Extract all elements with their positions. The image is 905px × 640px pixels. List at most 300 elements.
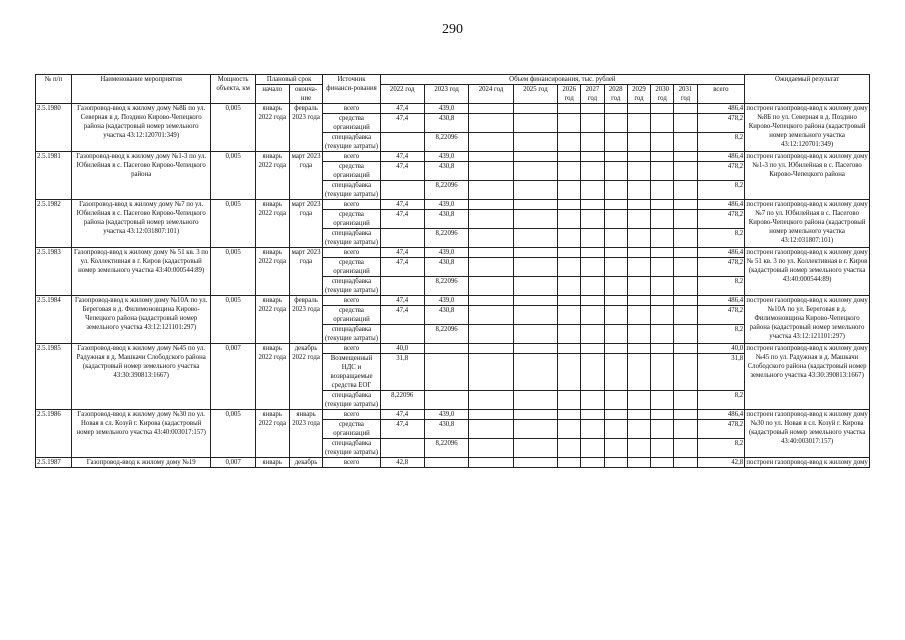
funding-source: всего bbox=[323, 344, 380, 354]
funding-value bbox=[674, 152, 697, 162]
term-start: январь 2022 года bbox=[255, 248, 289, 296]
funding-value bbox=[469, 229, 513, 248]
funding-source: средства организаций bbox=[323, 258, 380, 277]
funding-total: 8,2 bbox=[697, 181, 745, 200]
header-num: № п/п bbox=[36, 75, 72, 104]
funding-value bbox=[604, 458, 627, 468]
funding-value: 439,0 bbox=[424, 152, 468, 162]
row-number: 2.5.1987 bbox=[36, 458, 72, 468]
term-end: февраль 2023 года bbox=[289, 104, 323, 152]
term-start: январь 2022 года bbox=[255, 296, 289, 344]
funding-value bbox=[469, 344, 513, 354]
table-row bbox=[36, 410, 870, 420]
funding-value bbox=[651, 114, 674, 133]
funding-value bbox=[581, 277, 604, 296]
funding-value: 430,8 bbox=[424, 210, 468, 229]
funding-value bbox=[469, 410, 513, 420]
funding-value bbox=[627, 354, 650, 391]
funding-value bbox=[558, 306, 581, 325]
funding-value bbox=[651, 133, 674, 152]
row-number: 2.5.1983 bbox=[36, 248, 72, 296]
funding-value bbox=[651, 420, 674, 439]
funding-value bbox=[380, 181, 424, 200]
funding-total: 486,4 bbox=[697, 104, 745, 114]
funding-value bbox=[558, 296, 581, 306]
measure-name: Газопровод-ввод к жилому дому №10А по ул. Береговая в д. Филимоновщина Кирово-Чепецкого района (кадастровый номер земельного участка 43:12:121101:297) bbox=[71, 296, 211, 344]
funding-value bbox=[581, 152, 604, 162]
funding-value: 47,4 bbox=[380, 210, 424, 229]
header-year: 2031 год bbox=[674, 85, 697, 104]
expected-result: построен газопровод-ввод к жилому дому №8Б по ул. Северная в д. Поздино Кирово-Чепецкого района (кадастровый номер земельного участка 43:12:120701:349) bbox=[745, 104, 870, 152]
funding-value bbox=[651, 200, 674, 210]
expected-result: построен газопровод-ввод к жилому дому №45 по ул. Радужная в д. Машкачи Слободского района (кадастровый номер земельного участка 43:30:390813:1667) bbox=[745, 344, 870, 410]
funding-source: всего bbox=[323, 458, 380, 468]
funding-total: 8,2 bbox=[697, 325, 745, 344]
funding-value bbox=[674, 114, 697, 133]
funding-value bbox=[558, 325, 581, 344]
measure-name: Газопровод-ввод к жилому дому №7 по ул. Юбилейная в с. Пасегово Кирово-Чепецкого района (кадастровый номер земельного участка 43:12:031807:101) bbox=[71, 200, 211, 248]
object-power: 0,007 bbox=[211, 458, 255, 468]
funding-value bbox=[674, 410, 697, 420]
funding-value bbox=[581, 325, 604, 344]
funding-value bbox=[424, 344, 468, 354]
funding-value bbox=[513, 162, 557, 181]
funding-value bbox=[469, 420, 513, 439]
funding-value bbox=[604, 439, 627, 458]
funding-source: средства организаций bbox=[323, 210, 380, 229]
funding-source: всего bbox=[323, 152, 380, 162]
expected-result: построен газопровод-ввод к жилому дому № 51 кв. 3 по ул. Коллективная в г. Киров (кадастровый номер земельного участка 43:40:000544:89) bbox=[745, 248, 870, 296]
header-result: Ожидаемый результат bbox=[745, 75, 870, 104]
funding-total: 478,2 bbox=[697, 114, 745, 133]
funding-value bbox=[424, 391, 468, 410]
expected-result: построен газопровод-ввод к жилому дому №10А по ул. Береговая в д. Филимоновщина Кирово-Чепецкого района (кадастровый номер земельного участка 43:12:121101:297) bbox=[745, 296, 870, 344]
funding-source: всего bbox=[323, 296, 380, 306]
table-row bbox=[36, 104, 870, 114]
funding-value bbox=[604, 181, 627, 200]
table-row bbox=[36, 200, 870, 210]
table-row bbox=[36, 296, 870, 306]
funding-value bbox=[627, 181, 650, 200]
funding-value bbox=[651, 258, 674, 277]
funding-value bbox=[604, 258, 627, 277]
header-year: 2029 год bbox=[627, 85, 650, 104]
term-start: январь 2022 года bbox=[255, 152, 289, 200]
funding-value bbox=[581, 229, 604, 248]
funding-source: спецнадбавка (текущие затраты) bbox=[324, 278, 379, 294]
funding-total: 42,8 bbox=[697, 458, 745, 468]
funding-value bbox=[627, 114, 650, 133]
funding-value bbox=[581, 344, 604, 354]
funding-value bbox=[424, 354, 468, 391]
funding-total: 8,2 bbox=[697, 133, 745, 152]
funding-value bbox=[513, 410, 557, 420]
funding-value bbox=[469, 354, 513, 391]
funding-value bbox=[651, 181, 674, 200]
funding-value: 47,4 bbox=[380, 248, 424, 258]
funding-value: 40,0 bbox=[380, 344, 424, 354]
funding-value bbox=[469, 277, 513, 296]
funding-value bbox=[513, 114, 557, 133]
funding-value bbox=[558, 439, 581, 458]
funding-value bbox=[651, 410, 674, 420]
funding-value bbox=[651, 344, 674, 354]
funding-value bbox=[604, 296, 627, 306]
funding-value bbox=[469, 439, 513, 458]
funding-total: 40,0 bbox=[697, 344, 745, 354]
funding-value bbox=[627, 344, 650, 354]
funding-value bbox=[651, 306, 674, 325]
funding-value bbox=[604, 420, 627, 439]
funding-value: 47,4 bbox=[380, 410, 424, 420]
funding-value bbox=[674, 439, 697, 458]
funding-source: спецнадбавка (текущие затраты) bbox=[324, 182, 379, 198]
funding-value bbox=[674, 200, 697, 210]
row-number: 2.5.1984 bbox=[36, 296, 72, 344]
funding-value bbox=[674, 210, 697, 229]
funding-value bbox=[469, 391, 513, 410]
term-end: март 2023 года bbox=[289, 248, 323, 296]
funding-value bbox=[513, 181, 557, 200]
funding-value: 8,22096 bbox=[424, 325, 468, 344]
funding-value bbox=[469, 152, 513, 162]
funding-value bbox=[513, 133, 557, 152]
funding-value bbox=[604, 200, 627, 210]
object-power: 0,005 bbox=[211, 152, 255, 200]
header-year: всего bbox=[697, 85, 745, 104]
table-row bbox=[36, 248, 870, 258]
funding-value bbox=[674, 391, 697, 410]
funding-value bbox=[513, 200, 557, 210]
funding-value: 430,8 bbox=[424, 306, 468, 325]
funding-value bbox=[380, 133, 424, 152]
funding-value: 47,4 bbox=[380, 420, 424, 439]
funding-value: 8,22096 bbox=[380, 391, 424, 410]
term-start: январь bbox=[255, 458, 289, 468]
funding-value bbox=[604, 248, 627, 258]
funding-value bbox=[627, 248, 650, 258]
funding-source: спецнадбавка (текущие затраты) bbox=[324, 440, 379, 456]
funding-source: средства организаций bbox=[323, 306, 380, 325]
funding-value bbox=[469, 104, 513, 114]
funding-value bbox=[651, 229, 674, 248]
funding-value bbox=[513, 210, 557, 229]
term-end: декабрь 2022 года bbox=[289, 344, 323, 410]
row-number: 2.5.1986 bbox=[36, 410, 72, 458]
funding-value bbox=[558, 104, 581, 114]
funding-value bbox=[651, 210, 674, 229]
term-end: март 2023 года bbox=[289, 200, 323, 248]
funding-source: спецнадбавка (текущие затраты) bbox=[324, 392, 379, 408]
funding-value bbox=[674, 248, 697, 258]
measure-name: Газопровод-ввод к жилому дому №19 bbox=[71, 458, 211, 468]
funding-value bbox=[581, 210, 604, 229]
funding-value bbox=[581, 133, 604, 152]
funding-value bbox=[651, 458, 674, 468]
funding-value bbox=[469, 114, 513, 133]
funding-source: средства организаций bbox=[323, 162, 380, 181]
funding-value: 439,0 bbox=[424, 410, 468, 420]
funding-value: 8,22096 bbox=[424, 181, 468, 200]
funding-value bbox=[558, 200, 581, 210]
funding-total: 486,4 bbox=[697, 248, 745, 258]
object-power: 0,005 bbox=[211, 104, 255, 152]
funding-value bbox=[604, 104, 627, 114]
measure-name: Газопровод-ввод к жилому дому №8Б по ул. Северная в д. Поздино Кирово-Чепецкого района (кадастровый номер земельного участка 43:12:120701:349) bbox=[71, 104, 211, 152]
funding-value bbox=[604, 210, 627, 229]
funding-value: 8,22096 bbox=[424, 439, 468, 458]
funding-value: 47,4 bbox=[380, 152, 424, 162]
table-row bbox=[36, 344, 870, 354]
funding-value bbox=[651, 325, 674, 344]
object-power: 0,005 bbox=[211, 248, 255, 296]
funding-value bbox=[674, 277, 697, 296]
row-number: 2.5.1982 bbox=[36, 200, 72, 248]
funding-value bbox=[513, 354, 557, 391]
funding-value bbox=[558, 114, 581, 133]
funding-value bbox=[558, 458, 581, 468]
funding-total: 486,4 bbox=[697, 296, 745, 306]
object-power: 0,005 bbox=[211, 200, 255, 248]
funding-value bbox=[558, 152, 581, 162]
funding-source: спецнадбавка (текущие затраты) bbox=[324, 134, 379, 150]
funding-value bbox=[651, 354, 674, 391]
row-number: 2.5.1981 bbox=[36, 152, 72, 200]
object-power: 0,005 bbox=[211, 296, 255, 344]
funding-value bbox=[674, 325, 697, 344]
funding-value bbox=[604, 306, 627, 325]
funding-source: спецнадбавка (текущие затраты) bbox=[324, 230, 379, 246]
funding-value bbox=[424, 458, 468, 468]
funding-value: 439,0 bbox=[424, 200, 468, 210]
funding-value bbox=[558, 162, 581, 181]
funding-value bbox=[581, 296, 604, 306]
funding-source: всего bbox=[323, 200, 380, 210]
funding-value bbox=[581, 391, 604, 410]
header-year: 2022 год bbox=[380, 85, 424, 104]
funding-value bbox=[604, 277, 627, 296]
funding-value bbox=[558, 354, 581, 391]
object-power: 0,007 bbox=[211, 344, 255, 410]
expected-result: построен газопровод-ввод к жилому дому №1-3 по ул. Юбилейная в с. Пасегово Кирово-Чепецкого района bbox=[745, 152, 870, 200]
funding-value bbox=[674, 104, 697, 114]
funding-value: 8,22096 bbox=[424, 133, 468, 152]
funding-total: 478,2 bbox=[697, 258, 745, 277]
funding-value bbox=[513, 458, 557, 468]
funding-value bbox=[674, 258, 697, 277]
header-term-end: оконча-ние bbox=[289, 85, 323, 104]
funding-value bbox=[513, 306, 557, 325]
term-end: декабрь bbox=[289, 458, 323, 468]
funding-value bbox=[674, 133, 697, 152]
funding-value bbox=[513, 229, 557, 248]
funding-value: 430,8 bbox=[424, 258, 468, 277]
funding-table bbox=[35, 74, 870, 468]
funding-value bbox=[469, 248, 513, 258]
funding-value bbox=[513, 344, 557, 354]
funding-value bbox=[469, 133, 513, 152]
funding-value bbox=[469, 458, 513, 468]
funding-value bbox=[627, 277, 650, 296]
funding-value bbox=[651, 162, 674, 181]
funding-value bbox=[558, 410, 581, 420]
header-power: Мощность объекта, км bbox=[211, 75, 255, 104]
header-year: 2024 год bbox=[469, 85, 513, 104]
funding-value bbox=[604, 114, 627, 133]
term-end: январь 2023 года bbox=[289, 410, 323, 458]
funding-value bbox=[581, 114, 604, 133]
funding-value bbox=[558, 210, 581, 229]
expected-result: построен газопровод-ввод к жилому дому №30 по ул. Новая в сл. Козуй г. Кирова (кадастровый номер земельного участка 43:40:003017:157) bbox=[745, 410, 870, 458]
funding-total: 478,2 bbox=[697, 210, 745, 229]
funding-value bbox=[513, 258, 557, 277]
term-start: январь 2022 года bbox=[255, 104, 289, 152]
funding-total: 8,2 bbox=[697, 439, 745, 458]
funding-value bbox=[380, 229, 424, 248]
funding-value bbox=[469, 181, 513, 200]
funding-value: 47,4 bbox=[380, 162, 424, 181]
row-number: 2.5.1980 bbox=[36, 104, 72, 152]
term-start: январь 2022 года bbox=[255, 344, 289, 410]
header-year: 2027 год bbox=[581, 85, 604, 104]
funding-value bbox=[674, 162, 697, 181]
funding-value bbox=[513, 325, 557, 344]
funding-value bbox=[627, 210, 650, 229]
funding-value bbox=[627, 458, 650, 468]
funding-value bbox=[604, 152, 627, 162]
funding-value: 430,8 bbox=[424, 162, 468, 181]
expected-result: построен газопровод-ввод к жилому дому bbox=[746, 459, 868, 466]
funding-value bbox=[581, 420, 604, 439]
funding-source: всего bbox=[323, 410, 380, 420]
funding-value bbox=[581, 306, 604, 325]
funding-value: 47,4 bbox=[380, 104, 424, 114]
measure-name: Газопровод-ввод к жилому дому № 51 кв. 3 по ул. Коллективная в г. Киров (кадастровый номер земельного участка 43:40:000544:89) bbox=[71, 248, 211, 296]
funding-value bbox=[558, 248, 581, 258]
funding-value bbox=[651, 104, 674, 114]
funding-value bbox=[651, 439, 674, 458]
funding-value bbox=[469, 200, 513, 210]
funding-value bbox=[627, 152, 650, 162]
row-number: 2.5.1985 bbox=[36, 344, 72, 410]
funding-value bbox=[627, 325, 650, 344]
funding-value bbox=[627, 229, 650, 248]
funding-value bbox=[380, 439, 424, 458]
funding-value bbox=[558, 181, 581, 200]
funding-value bbox=[469, 325, 513, 344]
funding-value bbox=[627, 410, 650, 420]
funding-value bbox=[651, 391, 674, 410]
funding-value bbox=[651, 152, 674, 162]
page-number: 290 bbox=[442, 22, 463, 37]
funding-source: Возмещенный НДС и возвращаемые средства ЕОГ bbox=[323, 354, 380, 391]
funding-value bbox=[581, 354, 604, 391]
header-year: 2026 год bbox=[558, 85, 581, 104]
funding-total: 478,2 bbox=[697, 306, 745, 325]
funding-value bbox=[513, 296, 557, 306]
funding-value bbox=[558, 344, 581, 354]
funding-value bbox=[627, 296, 650, 306]
funding-value: 430,8 bbox=[424, 420, 468, 439]
funding-value bbox=[674, 306, 697, 325]
funding-value bbox=[513, 439, 557, 458]
funding-value bbox=[604, 133, 627, 152]
funding-value bbox=[581, 458, 604, 468]
funding-value bbox=[627, 391, 650, 410]
funding-value: 439,0 bbox=[424, 104, 468, 114]
funding-value bbox=[581, 248, 604, 258]
funding-value bbox=[674, 296, 697, 306]
funding-source: средства организаций bbox=[323, 420, 380, 439]
funding-value bbox=[674, 420, 697, 439]
term-end: март 2023 года bbox=[289, 152, 323, 200]
funding-total: 478,2 bbox=[697, 420, 745, 439]
funding-source: всего bbox=[323, 248, 380, 258]
funding-value bbox=[469, 258, 513, 277]
funding-value bbox=[469, 296, 513, 306]
measure-name: Газопровод-ввод к жилому дому №1-3 по ул. Юбилейная в с. Пасегово Кирово-Чепецкого района bbox=[71, 152, 211, 200]
funding-value bbox=[380, 325, 424, 344]
funding-value bbox=[581, 410, 604, 420]
funding-total: 31,8 bbox=[697, 354, 745, 391]
funding-value bbox=[581, 258, 604, 277]
funding-value bbox=[651, 296, 674, 306]
funding-value bbox=[469, 210, 513, 229]
object-power: 0,005 bbox=[211, 410, 255, 458]
header-term-start: начало bbox=[255, 85, 289, 104]
funding-value: 430,8 bbox=[424, 114, 468, 133]
funding-source: всего bbox=[323, 104, 380, 114]
funding-value bbox=[581, 162, 604, 181]
header-source: Источник финанси-рования bbox=[323, 75, 380, 104]
term-end: февраль 2023 года bbox=[289, 296, 323, 344]
funding-value bbox=[581, 104, 604, 114]
funding-total: 486,4 bbox=[697, 410, 745, 420]
measure-name: Газопровод-ввод к жилому дому №45 по ул. Радужная в д. Машкачи Слободского района (кадастровый номер земельного участка 43:30:390813:1667) bbox=[71, 344, 211, 410]
funding-value: 439,0 bbox=[424, 296, 468, 306]
funding-value bbox=[674, 181, 697, 200]
funding-value bbox=[604, 344, 627, 354]
funding-value bbox=[581, 200, 604, 210]
funding-value bbox=[627, 104, 650, 114]
funding-value: 439,0 bbox=[424, 248, 468, 258]
funding-value bbox=[558, 133, 581, 152]
funding-value bbox=[581, 439, 604, 458]
funding-value: 42,8 bbox=[380, 458, 424, 468]
funding-value bbox=[604, 354, 627, 391]
funding-source: средства организаций bbox=[323, 114, 380, 133]
term-start: январь 2022 года bbox=[255, 200, 289, 248]
funding-value: 47,4 bbox=[380, 200, 424, 210]
funding-value bbox=[513, 277, 557, 296]
funding-value bbox=[558, 258, 581, 277]
funding-value bbox=[674, 344, 697, 354]
header-term: Плановый срок bbox=[255, 75, 323, 85]
funding-value: 47,4 bbox=[380, 306, 424, 325]
funding-value bbox=[627, 258, 650, 277]
funding-value bbox=[674, 458, 697, 468]
funding-value bbox=[558, 420, 581, 439]
table-row bbox=[36, 152, 870, 162]
funding-value bbox=[513, 420, 557, 439]
funding-total: 8,2 bbox=[697, 391, 745, 410]
funding-value bbox=[627, 420, 650, 439]
funding-value bbox=[604, 410, 627, 420]
header-year: 2025 год bbox=[513, 85, 557, 104]
funding-value: 47,4 bbox=[380, 258, 424, 277]
table-row bbox=[36, 458, 870, 468]
funding-value: 31,8 bbox=[380, 354, 424, 391]
